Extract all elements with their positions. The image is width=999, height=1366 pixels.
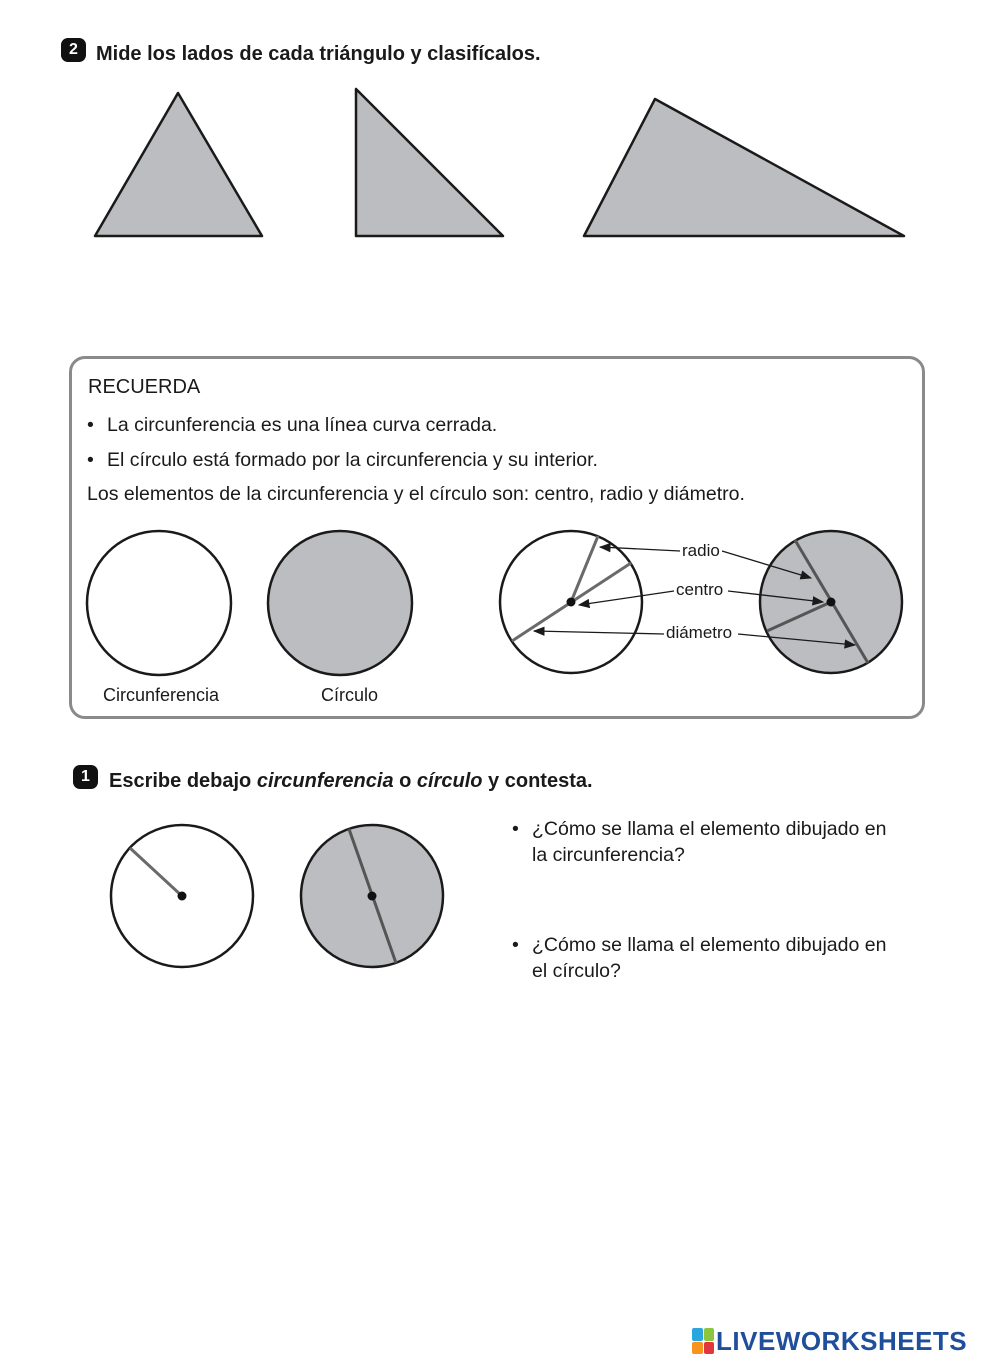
- liveworksheets-logo: [692, 1326, 967, 1356]
- instruction-mid: o: [393, 770, 417, 792]
- label-radio: radio: [682, 541, 720, 560]
- caption-circunferencia: Circunferencia: [103, 685, 220, 705]
- instruction-word-circunferencia: circunferencia: [256, 770, 394, 792]
- exercise-number-badge: 2: [61, 38, 86, 62]
- label-diametro: diámetro: [666, 623, 733, 642]
- exercise-2-instruction: Mide los lados de cada triángulo y clasifícalos.: [96, 43, 541, 65]
- right-triangle: [356, 89, 503, 236]
- question-2: • ¿Cómo se llama el elemento dibujado en el círculo?: [532, 932, 892, 984]
- recuerda-bullet-1: • La circunferencia es una línea curva cerrada.: [107, 414, 497, 437]
- exercise-center-dot-2: [368, 892, 377, 901]
- exercise-center-dot-1: [178, 892, 187, 901]
- exercise-number-badge-1: 1: [73, 765, 98, 789]
- caption-circulo: Círculo: [321, 685, 379, 705]
- recuerda-elements-line: Los elementos de la circunferencia y el círculo son: centro, radio y diámetro.: [87, 483, 745, 505]
- instruction-word-circulo: círculo: [416, 770, 483, 792]
- instruction-prefix: Escribe debajo: [109, 770, 257, 792]
- label-centro: centro: [676, 580, 724, 599]
- scalene-triangle: [584, 99, 904, 236]
- equilateral-triangle: [95, 93, 262, 236]
- exercise-1-instruction: [109, 770, 593, 793]
- instruction-suffix: y contesta.: [482, 770, 593, 792]
- recuerda-box: [69, 356, 925, 719]
- question-1: • ¿Cómo se llama el elemento dibujado en la circunferencia?: [532, 816, 892, 868]
- liveworksheets-logo-icon: [692, 1328, 714, 1354]
- recuerda-title: RECUERDA: [88, 376, 201, 398]
- liveworksheets-brand-text: LIVEWORKSHEETS: [716, 1325, 968, 1356]
- recuerda-bullet-2: • El círculo está formado por la circunferencia y su interior.: [107, 449, 598, 472]
